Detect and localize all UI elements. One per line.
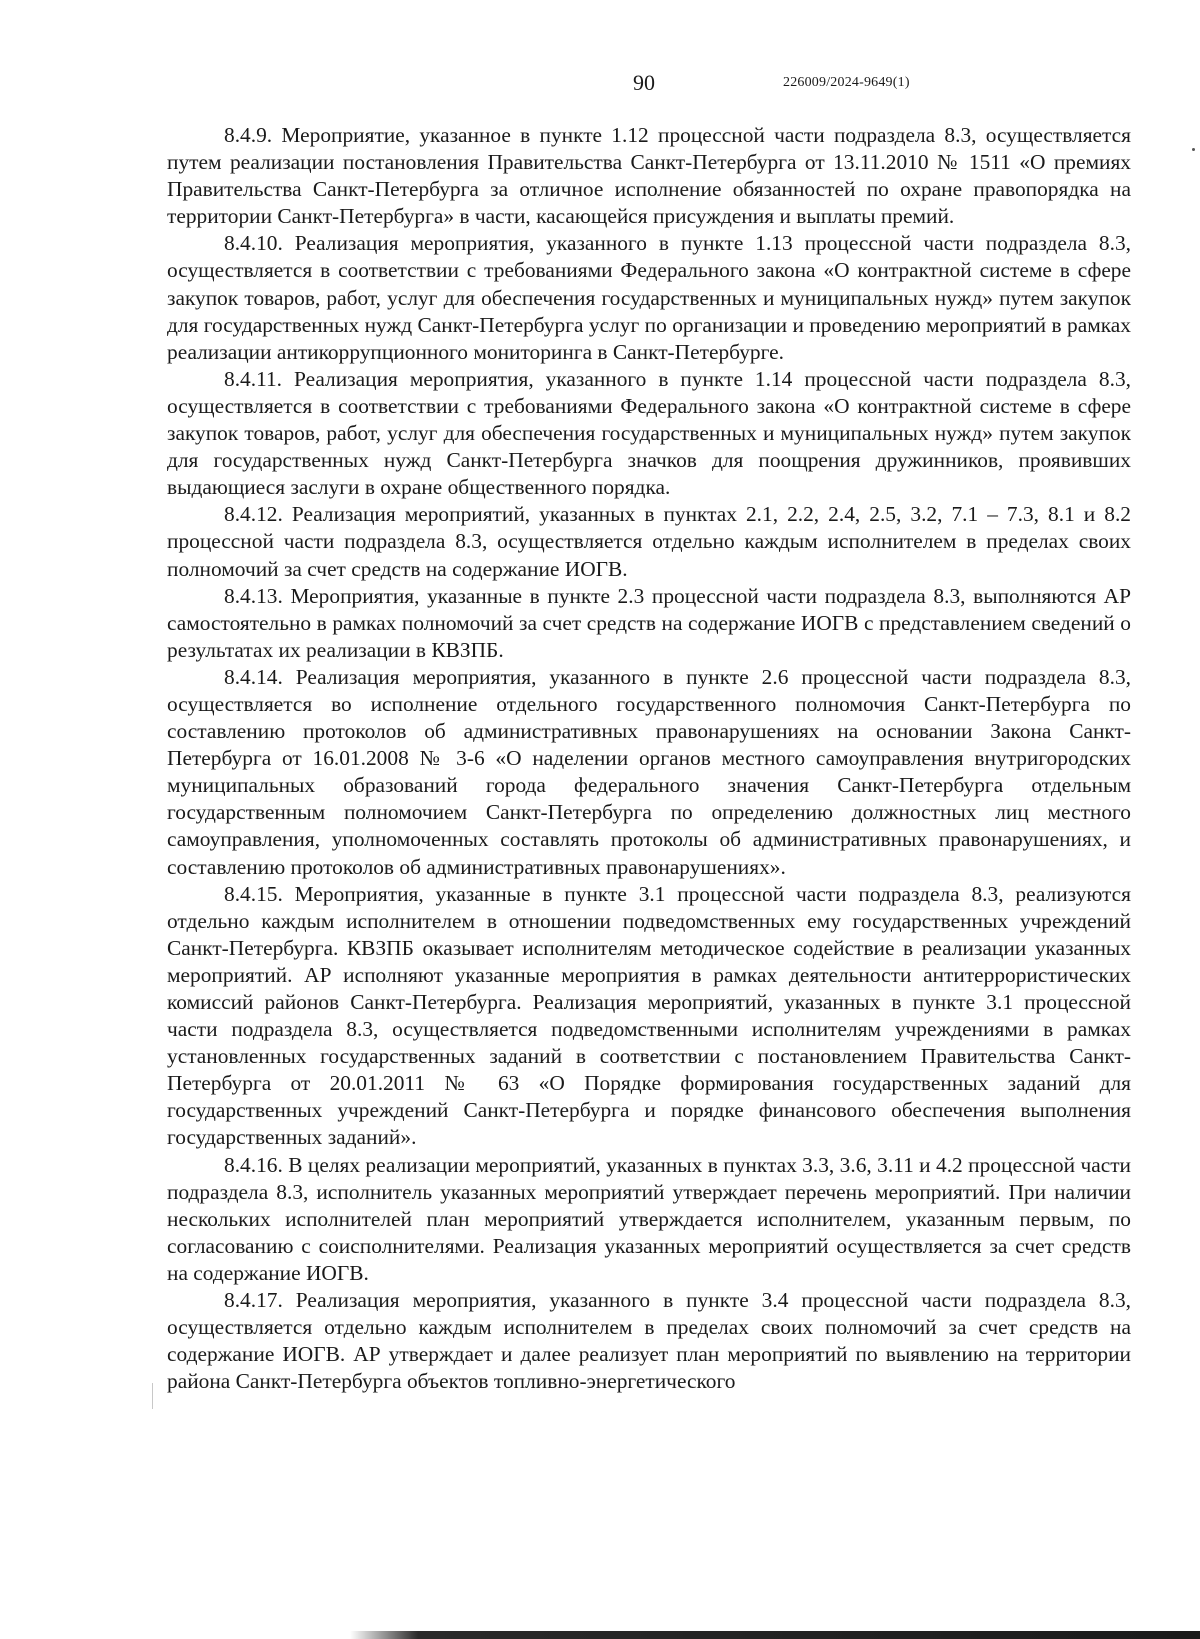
scan-speck xyxy=(1192,148,1195,151)
paragraph-8-4-14: 8.4.14. Реализация мероприятия, указанного в пункте 2.6 процессной части подраздела 8.3, осуществляется во исполнение отдельного государственного полномочия Санкт-Петербурга по составлению протоколов об административных правонарушениях на основании Закона Санкт-Петербурга от 16.01.2008 № 3-6 «О наделении органов местного самоуправления внутригородских муниципальных образований города федерального значения Санкт-Петербурга отдельным государственным полномочием Санкт-Петербурга по определению должностных лиц местного самоуправления, уполномоченных составлять протоколы об административных правонарушениях, и составлению протоколов об административных правонарушениях». xyxy=(167,664,1131,879)
page-number: 90 xyxy=(633,70,655,95)
paragraph-8-4-15: 8.4.15. Мероприятия, указанные в пункте 3.1 процессной части подраздела 8.3, реализуются отдельно каждым исполнителем в отношении подведомственных ему государственных учреждений Санкт-Петербурга. КВЗПБ оказывает исполнителям методическое содействие в реализации указанных мероприятий. АР исполняют указанные мероприятия в рамках деятельности антитеррористических комиссий районов Санкт-Петербурга. Реализация мероприятий, указанных в пункте 3.1 процессной части подраздела 8.3, осуществляется подведомственными исполнителям учреждениями в рамках установленных государственных заданий в соответствии с постановлением Правительства Санкт-Петербурга от 20.01.2011 № 63 «О Порядке формирования государственных заданий для государственных учреждений Санкт-Петербурга и порядке финансового обеспечения выполнения государственных заданий». xyxy=(167,881,1131,1150)
scan-margin-mark xyxy=(152,1383,153,1409)
paragraph-8-4-16: 8.4.16. В целях реализации мероприятий, указанных в пунктах 3.3, 3.6, 3.11 и 4.2 процессной части подраздела 8.3, исполнитель указанных мероприятий утверждает перечень мероприятий. При наличии нескольких исполнителей план мероприятий утверждается исполнителем, указанным первым, по согласованию с соисполнителями. Реализация указанных мероприятий осуществляется за счет средств на содержание ИОГВ. xyxy=(167,1152,1131,1285)
paragraph-8-4-12: 8.4.12. Реализация мероприятий, указанных в пунктах 2.1, 2.2, 2.4, 2.5, 3.2, 7.1 – 7.3, 8.1 и 8.2 процессной части подраздела 8.3, осуществляется отдельно каждым исполнителем в пределах своих полномочий за счет средств на содержание ИОГВ. xyxy=(167,502,1131,581)
paragraph-8-4-10: 8.4.10. Реализация мероприятия, указанного в пункте 1.13 процессной части подраздела 8.3, осуществляется в соответствии с требованиями Федерального закона «О контрактной системе в сфере закупок товаров, работ, услуг для обеспечения государственных и муниципальных нужд» путем закупок для государственных нужд Санкт-Петербурга услуг по организации и проведению мероприятий в рамках реализации антикоррупционного мониторинга в Санкт-Петербурге. xyxy=(167,231,1131,364)
page-header xyxy=(0,68,1200,98)
document-id: 226009/2024-9649(1) xyxy=(783,75,910,90)
paragraph-8-4-9: 8.4.9. Мероприятие, указанное в пункте 1.12 процессной части подраздела 8.3, осуществляется путем реализации постановления Правительства Санкт-Петербурга от 13.11.2010 № 1511 «О премиях Правительства Санкт-Петербурга за отличное исполнение обязанностей по охране правопорядка на территории Санкт-Петербурга» в части, касающейся присуждения и выплаты премий. xyxy=(167,123,1131,229)
paragraph-8-4-13: 8.4.13. Мероприятия, указанные в пункте 2.3 процессной части подраздела 8.3, выполняются АР самостоятельно в рамках полномочий за счет средств на содержание ИОГВ с представлением сведений о результатах их реализации в КВЗПБ. xyxy=(167,583,1131,662)
paragraph-8-4-17: 8.4.17. Реализация мероприятия, указанного в пункте 3.4 процессной части подраздела 8.3, осуществляется отдельно каждым исполнителем в пределах своих полномочий за счет средств на содержание ИОГВ. АР утверждает и далее реализует план мероприятий по выявлению на территории района Санкт-Петербурга объектов топливно-энергетического xyxy=(167,1288,1131,1394)
document-body xyxy=(167,122,1131,1395)
paragraph-8-4-11: 8.4.11. Реализация мероприятия, указанного в пункте 1.14 процессной части подраздела 8.3, осуществляется в соответствии с требованиями Федерального закона «О контрактной системе в сфере закупок товаров, работ, услуг для обеспечения государственных и муниципальных нужд» путем закупок для государственных нужд Санкт-Петербурга значков для поощрения дружинников, проявивших выдающиеся заслуги в охране общественного порядка. xyxy=(167,366,1131,500)
scan-bottom-edge xyxy=(350,1631,1200,1639)
